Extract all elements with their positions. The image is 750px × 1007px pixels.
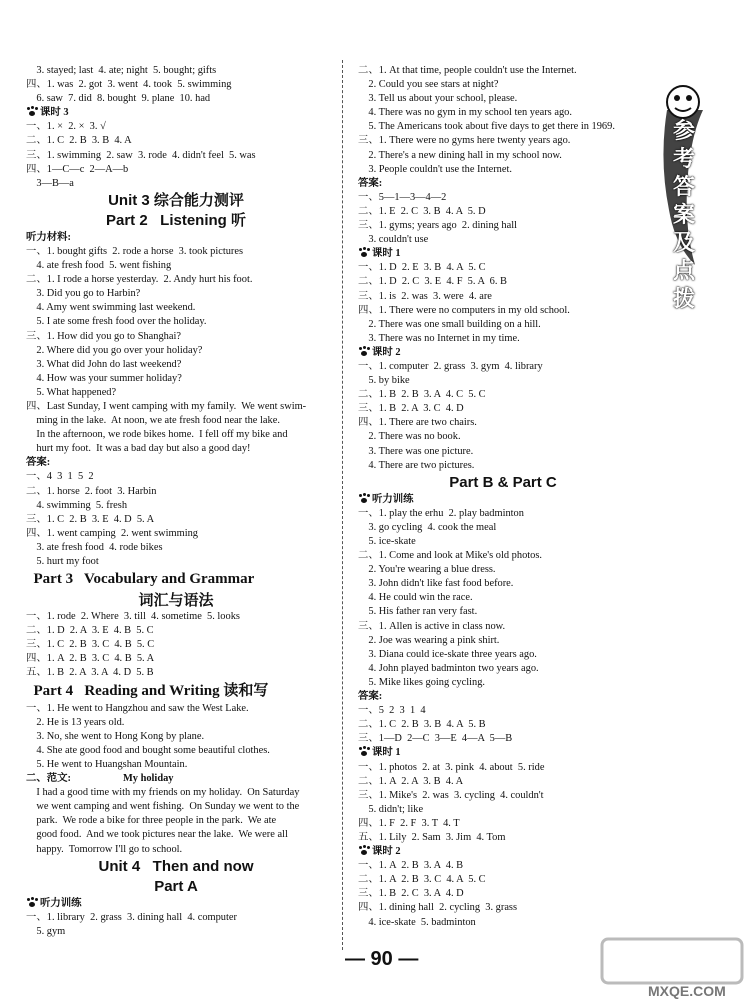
answer-line: 5. He went to Huangshan Mountain.: [26, 758, 188, 770]
answer-line: 二、1. A 2. A 3. B 4. A: [358, 775, 464, 787]
section-heading: Part A: [154, 877, 198, 895]
answer-line: 二、1. C 2. B 3. B 4. A: [26, 135, 132, 147]
paw-icon: [358, 346, 370, 356]
section-heading: Part 2 Listening 听: [105, 211, 247, 229]
answer-line: 3. go cycling 4. cook the meal: [358, 521, 497, 533]
answer-line: park. We rode a bike for three people in the park. We ate: [26, 815, 277, 827]
answer-line: 三、1. Mike's 2. was 3. cycling 4. couldn't: [358, 789, 544, 801]
answer-line: 3. There was no Internet in my time.: [358, 332, 520, 344]
paw-icon: [26, 106, 38, 116]
answer-line: 3. ate fresh food 4. rode bikes: [26, 541, 163, 553]
lesson-heading: 课时 2: [372, 346, 401, 358]
answer-line: 5. What happened?: [26, 386, 117, 398]
answer-line: 4. Amy went swimming last weekend.: [26, 302, 196, 314]
label-line: 听力材料:: [26, 231, 72, 243]
paw-icon: [358, 845, 370, 855]
answer-line: hurt my foot. It was a bad day but also a good day!: [26, 443, 251, 455]
answer-line: 5. didn't; like: [358, 803, 424, 815]
paw-icon: [358, 746, 370, 756]
answer-line: 二、1. A 2. B 3. C 4. A 5. C: [358, 874, 486, 886]
answer-line: 一、1. A 2. B 3. A 4. B: [358, 860, 464, 872]
answer-line: 4. There was no gym in my school ten years ago.: [358, 107, 572, 119]
part-heading: Part 3 Vocabulary and Grammar: [26, 571, 255, 588]
answer-line: 2. Joe was wearing a pink shirt.: [358, 634, 500, 646]
answer-line: 5. His father ran very fast.: [358, 606, 478, 618]
answer-line: 2. He is 13 years old.: [26, 716, 125, 728]
lesson-heading: 听力训练: [372, 493, 414, 505]
right-column: [358, 64, 648, 930]
lesson-heading: 课时 2: [372, 846, 401, 858]
answer-line: 3. couldn't use: [358, 234, 429, 246]
answer-line: 一、1. He went to Hangzhou and saw the West Lake.: [26, 702, 249, 714]
answer-line: 三、1—D 2—C 3—E 4—A 5—B: [358, 733, 513, 745]
section-heading: Part B & Part C: [449, 473, 557, 491]
answer-line: 二、1. B 2. B 3. A 4. C 5. C: [358, 389, 486, 401]
lesson-heading-row: [358, 746, 648, 760]
answer-line: 一、4 3 1 5 2: [26, 471, 94, 483]
answer-line: 一、1. computer 2. grass 3. gym 4. library: [358, 360, 543, 372]
answer-line: 四、1. was 2. got 3. went 4. took 5. swimming: [26, 79, 232, 91]
label-line: 二、范文: My holiday: [26, 773, 174, 785]
answer-line: 三、1. C 2. B 3. E 4. D 5. A: [26, 513, 155, 525]
lesson-heading-row: [26, 897, 326, 911]
page-number: — 90 —: [345, 948, 419, 970]
answer-line: 二、1. C 2. B 3. B 4. A 5. B: [358, 719, 486, 731]
answer-line: I had a good time with my friends on my holiday. On Saturday: [26, 787, 300, 799]
answer-line: 4. There are two pictures.: [358, 459, 475, 471]
answer-line: 2. There was no book.: [358, 431, 461, 443]
answer-line: 三、1. C 2. B 3. C 4. B 5. C: [26, 639, 155, 651]
answer-line: ming in the lake. At noon, we ate fresh food near the lake.: [26, 415, 280, 427]
answer-line: 一、1. library 2. grass 3. dining hall 4. computer: [26, 911, 237, 923]
paw-icon: [26, 897, 38, 907]
answer-line: 二、1. horse 2. foot 3. Harbin: [26, 485, 157, 497]
answer-line: 二、1. I rode a horse yesterday. 2. Andy hurt his foot.: [26, 274, 253, 286]
answer-line: 4. She ate good food and bought some beautiful clothes.: [26, 744, 270, 756]
answer-line: 一、1. play the erhu 2. play badminton: [358, 507, 524, 519]
lesson-heading-row: [358, 845, 648, 859]
answer-line: 2. Could you see stars at night?: [358, 79, 499, 91]
label-line: 答案:: [358, 177, 383, 189]
answer-line: 三、1. B 2. A 3. C 4. D: [358, 403, 464, 415]
label-line: 答案:: [358, 691, 383, 703]
answer-line: 4. How was your summer holiday?: [26, 372, 182, 384]
answer-line: 五、1. B 2. A 3. A 4. D 5. B: [26, 667, 154, 679]
answer-line: 5. ice-skate: [358, 536, 416, 547]
answer-line: 三、1. gyms; years ago 2. dining hall: [358, 220, 518, 232]
answer-line: 3. People couldn't use the Internet.: [358, 163, 512, 175]
answer-line: happy. Tomorrow I'll go to school.: [26, 843, 183, 855]
answer-line: 2. Where did you go over your holiday?: [26, 344, 203, 356]
ribbon-title: 参考答案及点拨: [672, 119, 695, 312]
answer-line: 五、1. Lily 2. Sam 3. Jim 4. Tom: [358, 831, 506, 843]
answer-line: 四、1. There were no computers in my old school.: [358, 304, 570, 316]
answer-line: 四、1. There are two chairs.: [358, 417, 477, 429]
answer-line: 四、Last Sunday, I went camping with my family. We went swim-: [26, 400, 307, 412]
paw-icon: [358, 247, 370, 257]
section-heading: Unit 4 Then and now: [98, 857, 254, 875]
answer-line: 四、1. went camping 2. went swimming: [26, 527, 199, 539]
answer-line: 三、1. B 2. C 3. A 4. D: [358, 888, 464, 900]
watermark-url: MXQE.COM: [648, 983, 726, 999]
lesson-heading: 听力训练: [40, 897, 82, 909]
answer-line: 4. ice-skate 5. badminton: [358, 916, 476, 928]
answer-line: 3. No, she went to Hong Kong by plane.: [26, 730, 205, 742]
answer-line: 三、1. Allen is active in class now.: [358, 620, 506, 632]
answer-line: 四、1—C—c 2—A—b: [26, 163, 129, 175]
lesson-heading-row: [358, 493, 648, 507]
answer-line: 二、1. Come and look at Mike's old photos.: [358, 550, 542, 562]
answer-line: 2. You're wearing a blue dress.: [358, 564, 496, 576]
answer-line: 二、1. E 2. C 3. B 4. A 5. D: [358, 205, 486, 217]
answer-line: 2. There's a new dining hall in my school now.: [358, 149, 562, 161]
answer-line: 三、1. There were no gyms here twenty years ago.: [358, 135, 571, 147]
answer-line: 四、1. A 2. B 3. C 4. B 5. A: [26, 653, 155, 665]
left-column: [26, 64, 326, 939]
answer-line: good food. And we took pictures near the lake. We were all: [26, 829, 288, 841]
answer-line: 一、1. photos 2. at 3. pink 4. about 5. ride: [358, 761, 545, 773]
section-heading: Unit 3 综合能力测评: [108, 191, 244, 209]
lesson-heading-row: [26, 106, 326, 120]
answer-line: 4. ate fresh food 5. went fishing: [26, 260, 172, 272]
answer-line: 3. Tell us about your school, please.: [358, 93, 518, 105]
answer-line: 6. saw 7. did 8. bought 9. plane 10. had: [26, 93, 211, 105]
paw-icon: [358, 493, 370, 503]
answer-line: 一、5—1—3—4—2: [358, 191, 447, 203]
column-divider: [342, 60, 344, 950]
lesson-heading: 课时 3: [40, 107, 69, 119]
answer-line: 一、1. rode 2. Where 3. till 4. sometime 5. looks: [26, 611, 240, 623]
answer-line: In the afternoon, we rode bikes home. I fell off my bike and: [26, 429, 288, 441]
answer-line: 5. gym: [26, 925, 66, 937]
answer-line: 三、1. How did you go to Shanghai?: [26, 330, 181, 342]
answer-line: 5. by bike: [358, 375, 410, 387]
answer-line: 一、5 2 3 1 4: [358, 705, 426, 717]
label-line: 答案:: [26, 457, 51, 469]
answer-line: 2. There was one small building on a hill.: [358, 318, 541, 330]
answer-line: 5. hurt my foot: [26, 556, 99, 567]
answer-line: we went camping and went fishing. On Sunday we went to the: [26, 801, 300, 813]
answer-line: 3. What did John do last weekend?: [26, 358, 182, 370]
answer-line: 一、1. D 2. E 3. B 4. A 5. C: [358, 262, 486, 274]
lesson-heading: 课时 1: [372, 248, 401, 260]
answer-line: 5. I ate some fresh food over the holiday.: [26, 316, 207, 328]
answer-line: 4. swimming 5. fresh: [26, 499, 128, 511]
part-heading: Part 4 Reading and Writing 读和写: [26, 682, 269, 699]
section-subheading: 词汇与语法: [138, 591, 214, 610]
lesson-heading-row: [358, 346, 648, 360]
answer-line: 5. The Americans took about five days to get there in 1969.: [358, 121, 615, 133]
answer-line: 一、1. × 2. × 3. √: [26, 121, 106, 133]
answer-line: 3—B—a: [26, 177, 74, 189]
answer-line: 3. stayed; last 4. ate; night 5. bought; gifts: [26, 65, 217, 76]
answer-line: 四、1. dining hall 2. cycling 3. grass: [358, 902, 518, 914]
lesson-heading-row: [358, 247, 648, 261]
lesson-heading: 课时 1: [372, 747, 401, 759]
answer-line: 5. Mike likes going cycling.: [358, 676, 485, 688]
answer-line: 二、1. At that time, people couldn't use the Internet.: [358, 65, 577, 76]
answer-line: 3. Did you go to Harbin?: [26, 288, 141, 300]
answer-line: 三、1. swimming 2. saw 3. rode 4. didn't feel 5. was: [26, 149, 256, 161]
answer-line: 4. John played badminton two years ago.: [358, 662, 539, 674]
answer-line: 3. Diana could ice-skate three years ago.: [358, 648, 537, 660]
answer-line: 3. John didn't like fast food before.: [358, 578, 514, 590]
answer-line: 二、1. D 2. A 3. E 4. B 5. C: [26, 625, 154, 637]
answer-line: 4. He could win the race.: [358, 592, 473, 604]
answer-line: 一、1. bought gifts 2. rode a horse 3. took pictures: [26, 245, 244, 257]
answer-line: 3. There was one picture.: [358, 445, 474, 457]
answer-line: 三、1. is 2. was 3. were 4. are: [358, 290, 492, 302]
answer-line: 二、1. D 2. C 3. E 4. F 5. A 6. B: [358, 276, 507, 288]
answer-line: 四、1. F 2. F 3. T 4. T: [358, 817, 460, 829]
